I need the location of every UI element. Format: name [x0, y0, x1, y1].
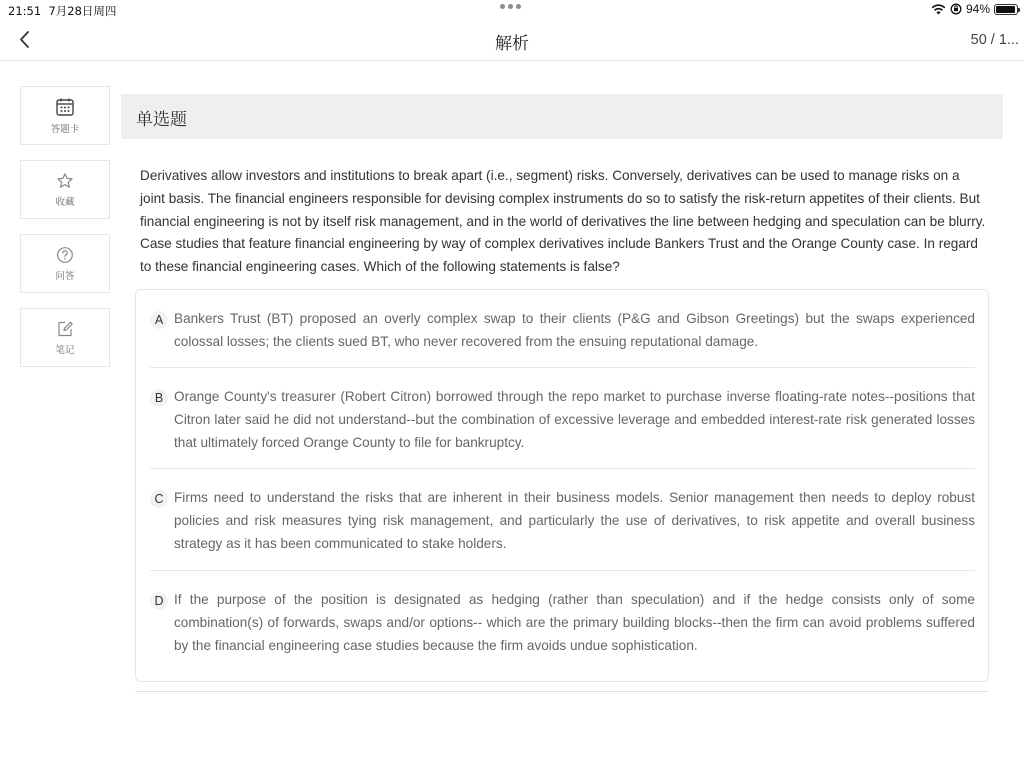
orientation-lock-icon [950, 3, 962, 15]
option-letter: C [150, 490, 168, 508]
sidebar-item-label: 收藏 [55, 196, 75, 208]
bottom-divider [135, 691, 989, 692]
question-counter[interactable]: 50 / 1... [970, 32, 1019, 48]
sidebar-item-label: 问答 [55, 270, 75, 282]
status-right [931, 2, 1018, 16]
question-type-header [121, 94, 1003, 139]
calendar-icon [55, 97, 75, 117]
option-c[interactable] [150, 487, 975, 555]
battery-icon [994, 4, 1018, 15]
option-letter: D [150, 592, 168, 610]
edit-icon [56, 320, 74, 338]
question-icon [56, 246, 74, 264]
nav-bar [0, 20, 1024, 61]
option-letter: A [150, 311, 168, 329]
sidebar-item-notes[interactable] [20, 308, 110, 367]
multitasking-dots[interactable] [500, 4, 521, 9]
option-divider [150, 570, 975, 571]
status-time-date [8, 3, 116, 19]
sidebar-item-answer-card[interactable] [20, 86, 110, 145]
option-divider [150, 367, 975, 368]
option-text: Firms need to understand the risks that are inherent in their business models. Senior management then needs to deploy robust policies and risk measures tying risk management, and particularly the use of derivatives, to risk appetite and overall business strategy as it has been communicated to stake holders. [174, 490, 975, 551]
sidebar-item-label: 笔记 [55, 344, 75, 356]
option-letter: B [150, 389, 168, 407]
option-text: Bankers Trust (BT) proposed an overly complex swap to their clients (P&G and Gibson Greetings) but the swaps experienced colossal losses; the clients sued BT, who never recovered from the ensuing reputational damage. [174, 311, 975, 349]
status-bar [0, 0, 1024, 20]
options-box [135, 289, 989, 682]
option-text: If the purpose of the position is designated as hedging (rather than speculation) and if the hedge consists only of some combination(s) of forwards, swaps and/or options-- which are the primary building blocks--then the firm can avoid problems suffered by the financial engineering case studies because the firm avoids undue sophistication. [174, 592, 975, 653]
question-stem: Derivatives allow investors and institutions to break apart (i.e., segment) risks. Conversely, derivatives can be used to manage risks on a joint basis. The financial engineers responsible for devising complex instruments do so to satisfy the risk-return appetites of their clients. But financial engineering is not by itself risk management, and in the world of derivatives the line between hedging and speculation can be blurry. Case studies that feature financial engineering by way of complex derivatives include Bankers Trust and the Orange County case. In regard to these financial engineering cases. Which of the following statements is false? [140, 168, 986, 275]
option-d[interactable] [150, 589, 975, 657]
question-type: 单选题 [136, 110, 187, 130]
status-date: 7月28日周四 [48, 4, 117, 18]
sidebar-item-favorite[interactable] [20, 160, 110, 219]
option-a[interactable] [150, 308, 975, 354]
option-divider [150, 468, 975, 469]
page-title: 解析 [495, 34, 529, 54]
sidebar-item-label: 答题卡 [50, 123, 80, 135]
option-text: Orange County's treasurer (Robert Citron) borrowed through the repo market to purchase inverse floating-rate notes--positions that Citron later said he did not understand--but the combination of excessive leverage and embedded interest-rate risk generated losses that ultimately forced Orange County to file for bankruptcy. [174, 389, 975, 450]
battery-percent: 94% [965, 2, 990, 16]
status-time: 21:51 [8, 4, 42, 18]
star-icon [56, 172, 74, 190]
wifi-icon [931, 4, 946, 15]
sidebar-item-qa[interactable] [20, 234, 110, 293]
option-b[interactable] [150, 386, 975, 454]
